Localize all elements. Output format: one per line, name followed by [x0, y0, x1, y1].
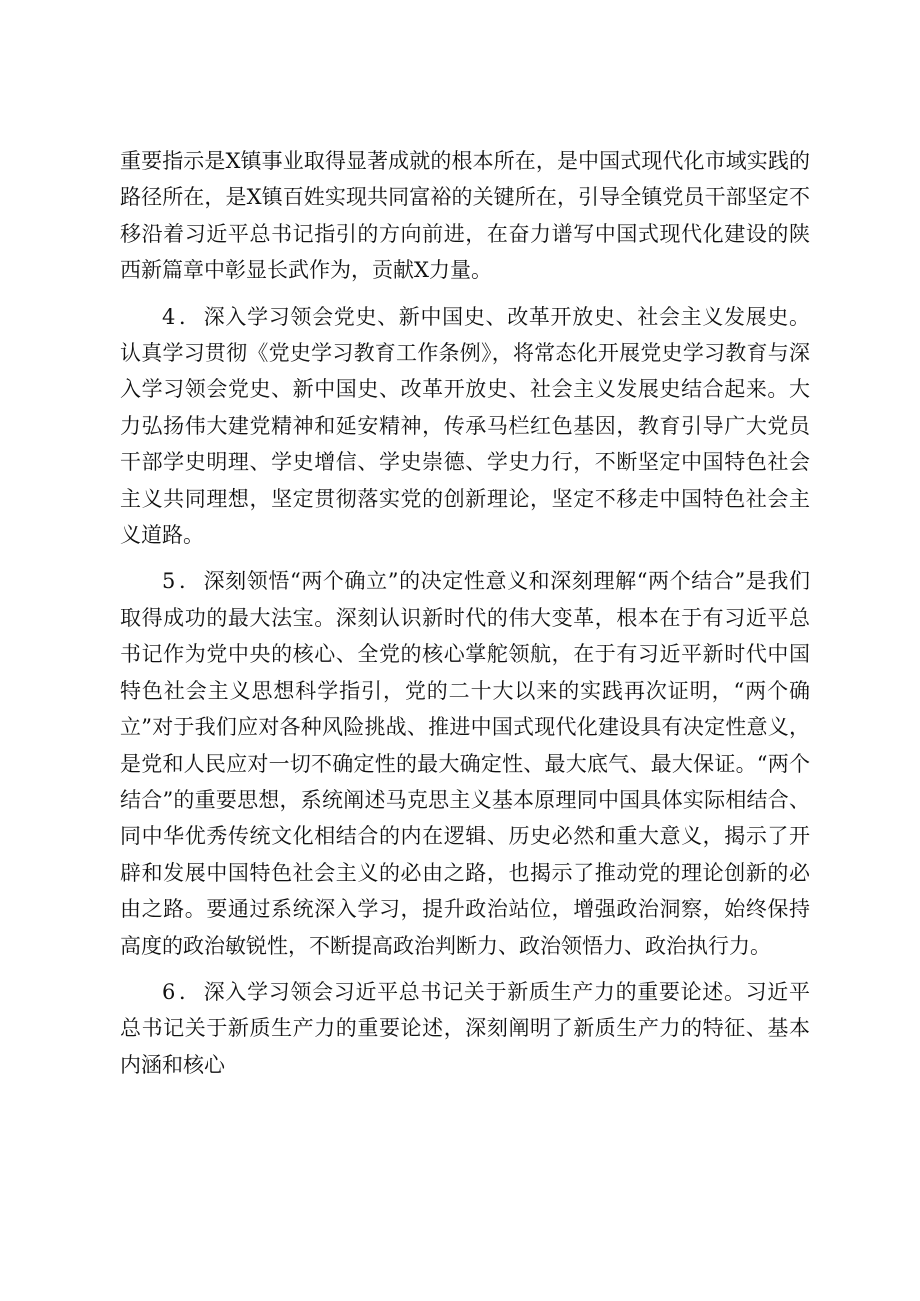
item-number: 6．	[162, 979, 204, 1004]
item-number: 5．	[162, 569, 204, 594]
item-number: 4．	[162, 304, 204, 329]
paragraph-text: 重要指示是X镇事业取得显著成就的根本所在，是中国式现代化市域实践的路径所在，是X镇百姓实现共同富裕的关键所在，引导全镇党员干部坚定不移沿着习近平总书记指引的方向前进，在奋力谱写中国式现代化建设的陕西新篇章中彰显长武作为，贡献X力量。	[120, 149, 810, 283]
paragraph-text: 深刻领悟“两个确立”的决定性意义和深刻理解“两个结合”是我们取得成功的最大法宝。深刻认识新时代的伟大变革，根本在于有习近平总书记作为党中央的核心、全党的核心掌舵领航，在于有习近平新时代中国特色社会主义思想科学指引，党的二十大以来的实践再次证明，“两个确立”对于我们应对各种风险挑战、推进中国式现代化建设具有决定性意义，是党和人民应对一切不确定性的最大确定性、最大底气、最大保证。“两个结合”的重要思想，系统阐述马克思主义基本原理同中国具体实际相结合、同中华优秀传统文化相结合的内在逻辑、历史必然和重大意义，揭示了开辟和发展中国特色社会主义的必由之路，也揭示了推动党的理论创新的必由之路。要通过系统深入学习，提升政治站位，增强政治洞察，始终保持高度的政治敏锐性，不断提高政治判断力、政治领悟力、政治执行力。	[120, 569, 810, 958]
paragraph-text: 深入学习领会习近平总书记关于新质生产力的重要论述。习近平总书记关于新质生产力的重要论述，深刻阐明了新质生产力的特征、基本内涵和核心	[120, 979, 810, 1077]
paragraph-text: 深入学习领会党史、新中国史、改革开放史、社会主义发展史。认真学习贯彻《党史学习教育工作条例》，将常态化开展党史学习教育与深入学习领会党史、新中国史、改革开放史、社会主义发展史结合起来。大力弘扬伟大建党精神和延安精神，传承马栏红色基因，教育引导广大党员干部学史明理、学史增信、学史崇德、学史力行，不断坚定中国特色社会主义共同理想，坚定贯彻落实党的创新理论，坚定不移走中国特色社会主义道路。	[120, 304, 810, 548]
paragraph-item-5	[120, 563, 810, 963]
paragraph-item-4	[120, 299, 810, 554]
paragraph-item-6	[120, 974, 810, 1083]
paragraph-continuation	[120, 143, 810, 289]
document-body	[120, 143, 810, 1093]
